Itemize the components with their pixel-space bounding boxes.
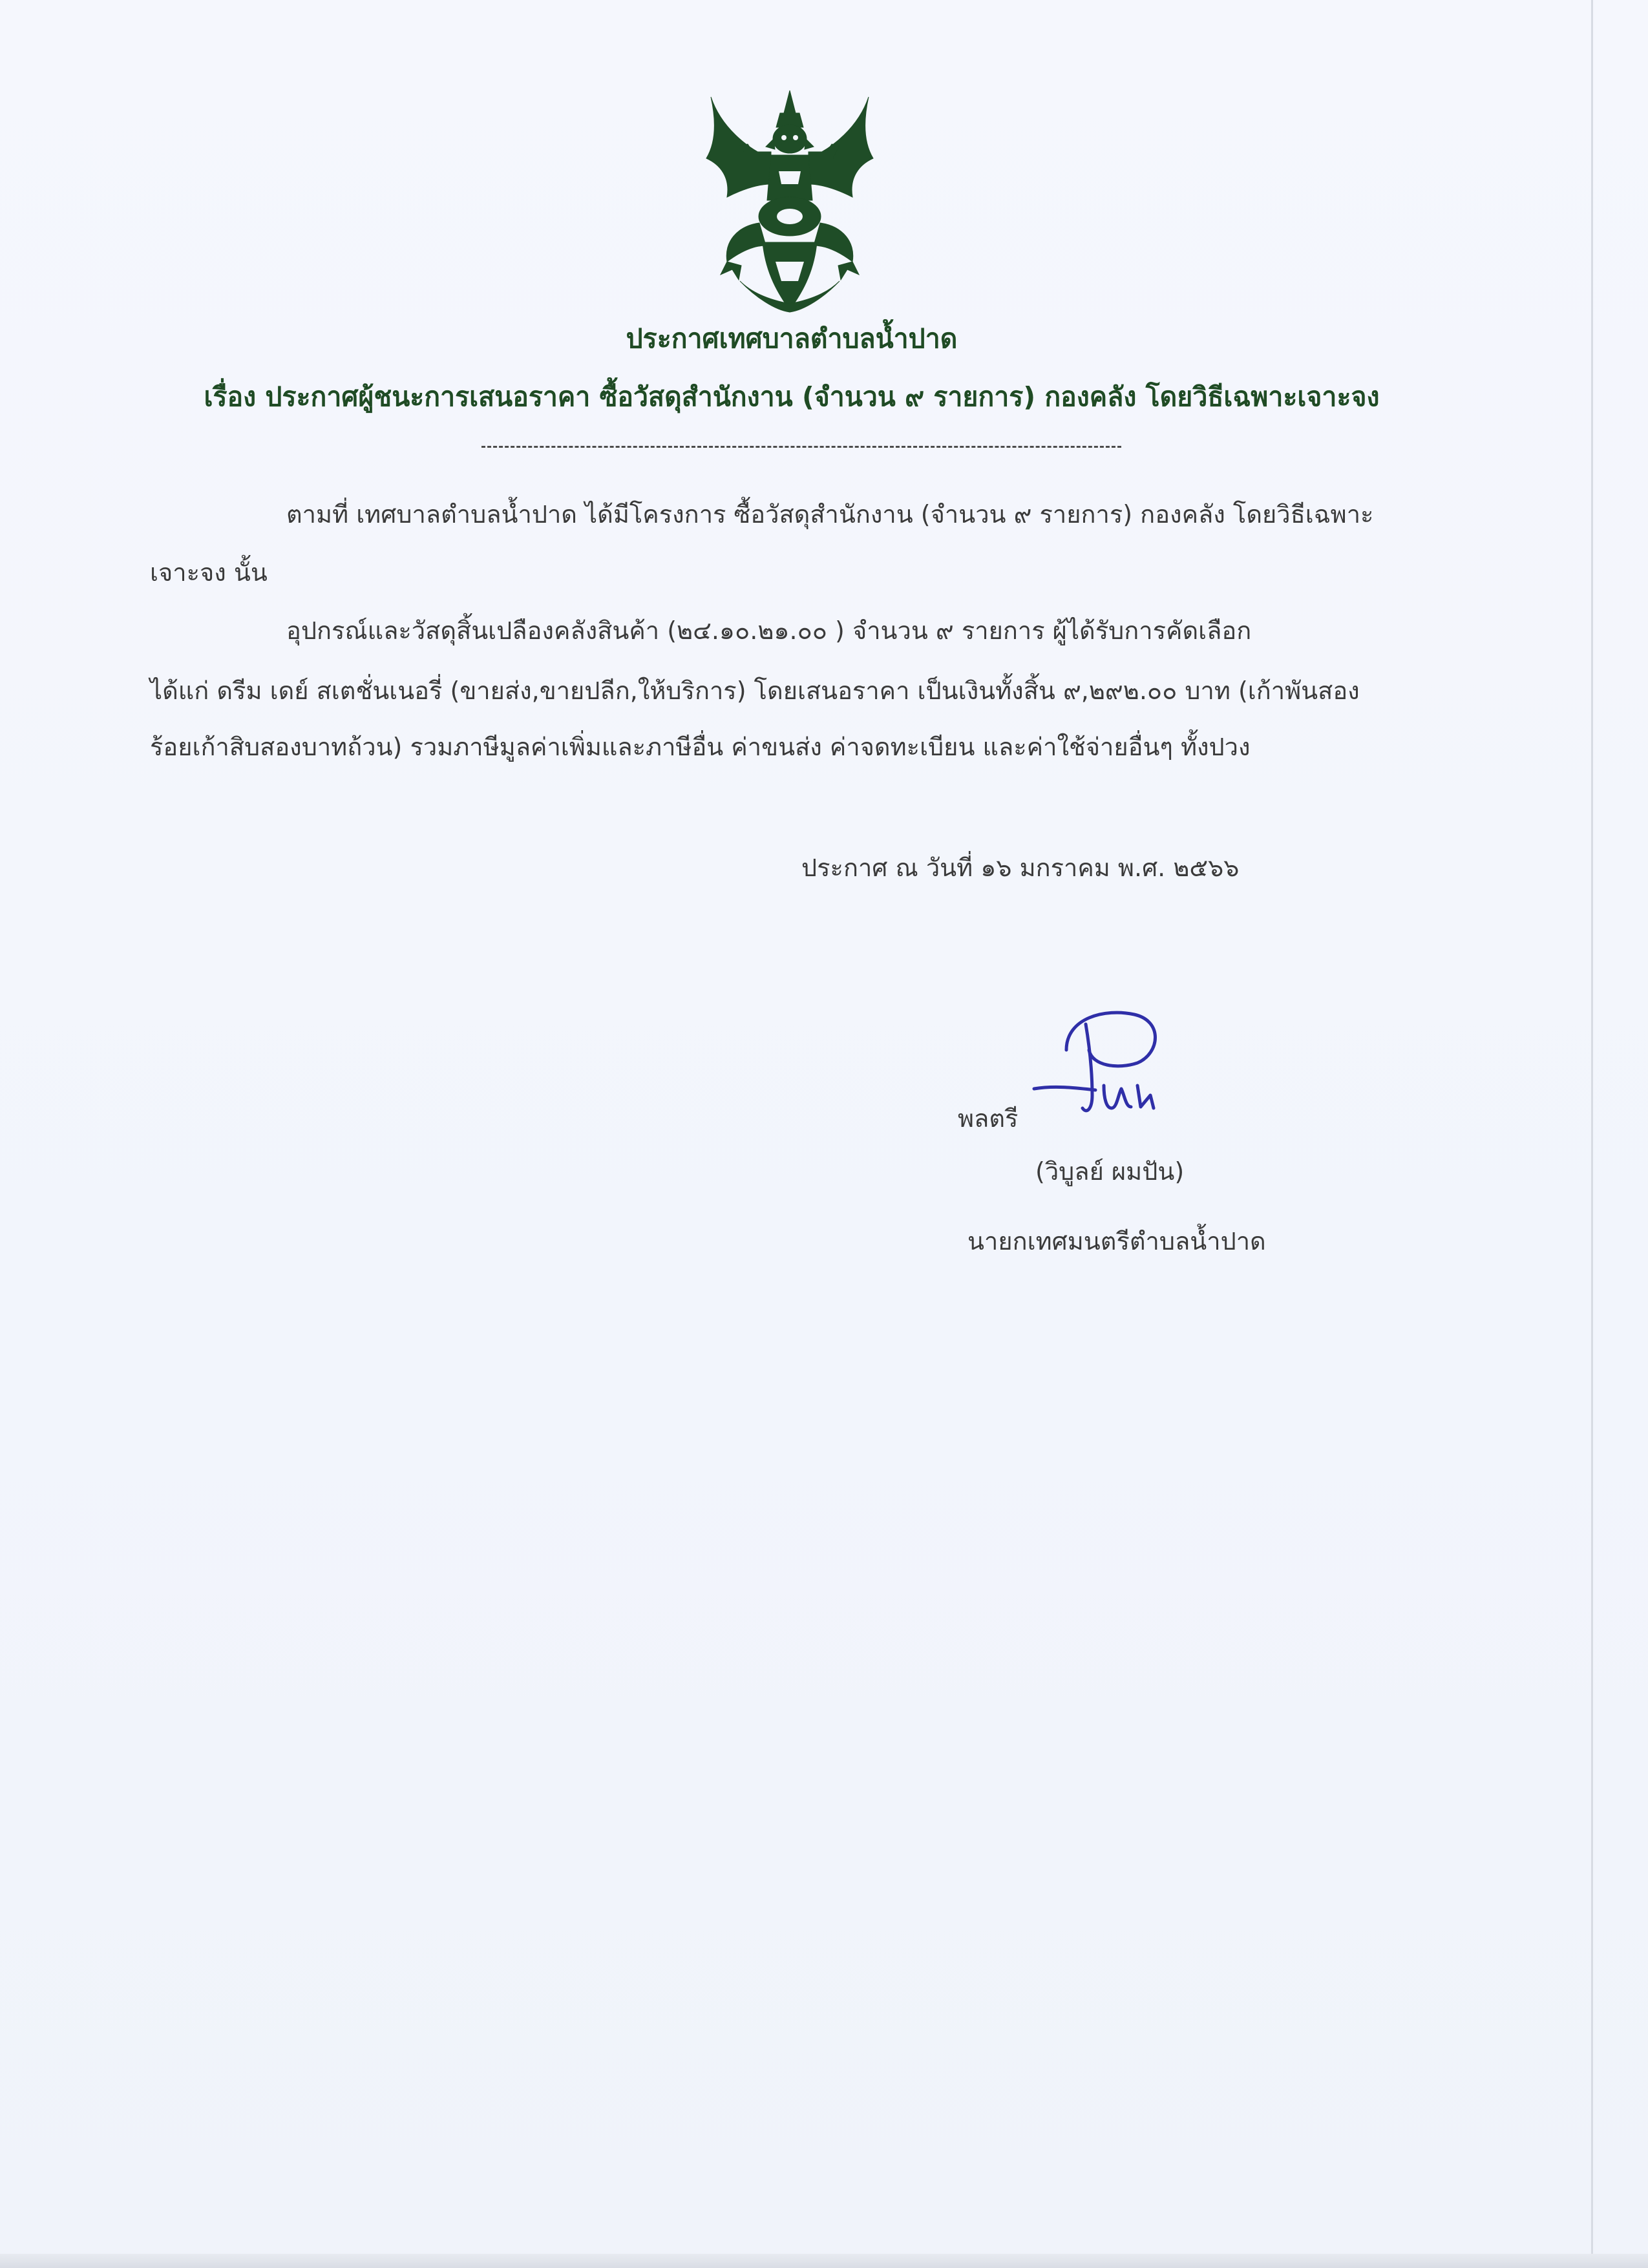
body-line: ร้อยเก้าสิบสองบาทถ้วน) รวมภาษีมูลค่าเพิ่มและภาษีอื่น ค่าขนส่ง ค่าจดทะเบียน และค่าใช้จ่ายอื่นๆ ทั้งปวง	[150, 733, 1251, 761]
header-separator	[481, 446, 1121, 448]
scan-edge-bottom	[0, 2254, 1648, 2268]
body-line: ได้แก่ ดรีม เดย์ สเตชั่นเนอรี่ (ขายส่ง,ขายปลีก,ให้บริการ) โดยเสนอราคา เป็นเงินทั้งสิ้น ๙,๒๙๒.๐๐ บาท (เก้าพันสอง	[150, 677, 1360, 705]
announcement-date: ประกาศ ณ วันที่ ๑๖ มกราคม พ.ศ. ๒๕๖๖	[801, 854, 1240, 882]
body-line: อุปกรณ์และวัสดุสิ้นเปลืองคลังสินค้า (๒๔.๑๐.๒๑.๐๐ ) จำนวน ๙ รายการ ผู้ได้รับการคัดเลือก	[286, 616, 1252, 645]
body-line: เจาะจง นั้น	[150, 558, 268, 587]
document-subject: เรื่อง ประกาศผู้ชนะการเสนอราคา ซื้อวัสดุสำนักงาน (จำนวน ๙ รายการ) กองคลัง โดยวิธีเฉพาะเจาะจง	[204, 381, 1380, 412]
signer-position: นายกเทศมนตรีตำบลน้ำปาด	[967, 1227, 1266, 1255]
scan-edge	[1591, 0, 1593, 2268]
signer-name: (วิบูลย์ ผมปัน)	[1035, 1157, 1185, 1186]
garuda-emblem-icon	[701, 87, 879, 313]
body-line: ตามที่ เทศบาลตำบลน้ำปาด ได้มีโครงการ ซื้อวัสดุสำนักงาน (จำนวน ๙ รายการ) กองคลัง โดยวิธีเฉพาะ	[286, 500, 1374, 529]
handwritten-signature-icon	[1028, 1005, 1221, 1128]
signer-rank: พลตรี	[958, 1104, 1019, 1133]
document-title: ประกาศเทศบาลตำบลน้ำปาด	[626, 323, 958, 354]
